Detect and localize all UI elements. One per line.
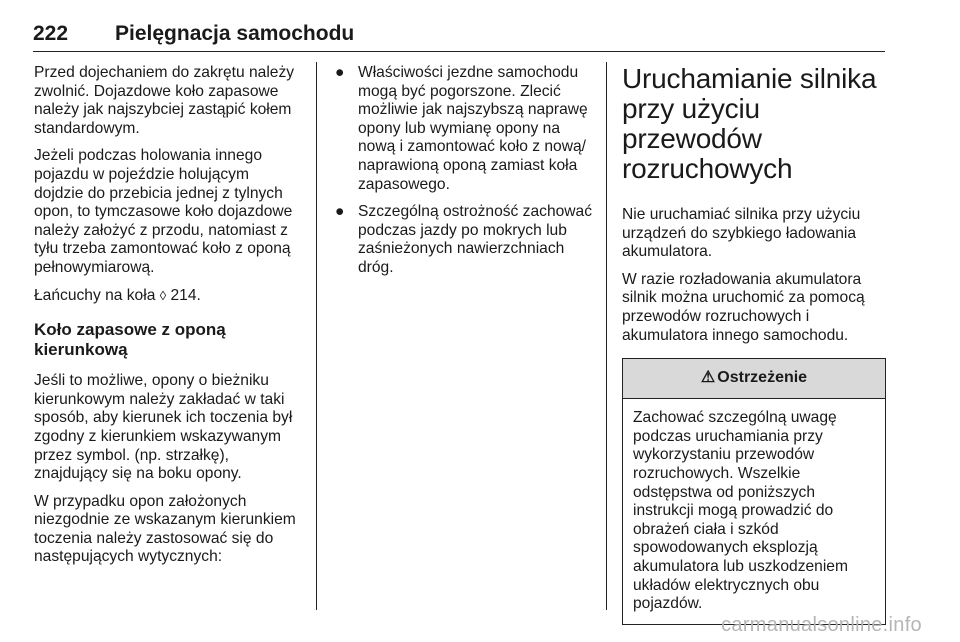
warning-box	[622, 358, 886, 625]
column-divider-1	[316, 62, 317, 610]
list-item	[333, 203, 595, 277]
warning-body	[623, 399, 885, 624]
column-2	[333, 64, 595, 287]
bullet-icon: ●	[335, 203, 345, 221]
warning-triangle-icon: ⚠	[700, 369, 716, 387]
list-item	[333, 64, 595, 194]
column-1	[34, 64, 302, 576]
list-item-text: Właściwości jezdne samochodu mogą być pogorszone. Zlecić możliwie jak najszybszą naprawę opony lub wymianę opony na nową i zamontować koło z nową/ naprawioną oponą zamiast koła zapasowego.	[358, 64, 588, 193]
paragraph: Przed dojechaniem do zakrętu należy zwolnić. Dojazdowe koło zapasowe należy jak najszybciej zastąpić kołem standardowym.	[34, 64, 295, 137]
page-title: Pielęgnacja samochodu	[115, 22, 355, 45]
bullet-list	[333, 64, 595, 278]
cross-reference[interactable]	[34, 287, 302, 306]
section-title: Uruchamianie silnika przy użyciu przewodów rozruchowych	[622, 63, 877, 184]
warning-label: Ostrzeżenie	[717, 369, 808, 387]
page-header	[33, 22, 885, 52]
paragraph: W przypadku opon założonych niezgodnie ze wskazanym kierunkiem toczenia należy zastosować się do następujących wytycznych:	[34, 492, 296, 566]
watermark: carmanualsonline.info	[721, 614, 922, 636]
column-3	[622, 64, 886, 625]
header-rule	[33, 51, 885, 52]
section-subheading: Koło zapasowe z oponą kierunkową	[34, 320, 226, 360]
paragraph: W razie rozładowania akumulatora silnik można uruchomić za pomocą przewodów rozruchowych i akumulatora innego samochodu.	[622, 270, 865, 344]
reference-text: Łańcuchy na koła	[34, 286, 160, 304]
arrow-ref-icon: ◊	[159, 287, 167, 303]
warning-text: Zachować szczególną uwagę podczas uruchamiania przy wykorzystaniu przewodów rozruchowych. Wszelkie odstępstwa od poniższych instrukcji mogą prowadzić do obrażeń ciała i szkód spowodowanych eksplozją akumulatora lub uszkodzeniem układów elektrycznych obu pojazdów.	[633, 409, 848, 613]
list-item-text: Szczególną ostrożność zachować podczas jazdy po mokrych lub zaśnieżonych nawierzchniach dróg.	[358, 203, 593, 276]
bullet-icon: ●	[335, 64, 345, 81]
page-number: 222	[33, 22, 69, 45]
warning-header	[623, 359, 885, 399]
paragraph: Nie uruchamiać silnika przy użyciu urządzeń do szybkiego ładowania akumulatora.	[622, 206, 861, 261]
paragraph: Jeżeli podczas holowania innego pojazdu w pojeździe holującym dojdzie do przebicia jednej z tylnych opon, to tymczasowe koło dojazdowe należy założyć z przodu, natomiast z tyłu trzeba zamontować koło z oponą pełnowymiarową.	[34, 147, 293, 276]
reference-page: 214.	[166, 286, 201, 304]
paragraph: Jeśli to możliwe, opony o bieżniku kierunkowym należy zakładać w taki sposób, aby kierunek ich toczenia był zgodny z kierunkiem wskazywanym przez symbol. (np. strzałkę), znajdujący się na boku opony.	[34, 372, 293, 483]
column-divider-2	[606, 62, 607, 610]
